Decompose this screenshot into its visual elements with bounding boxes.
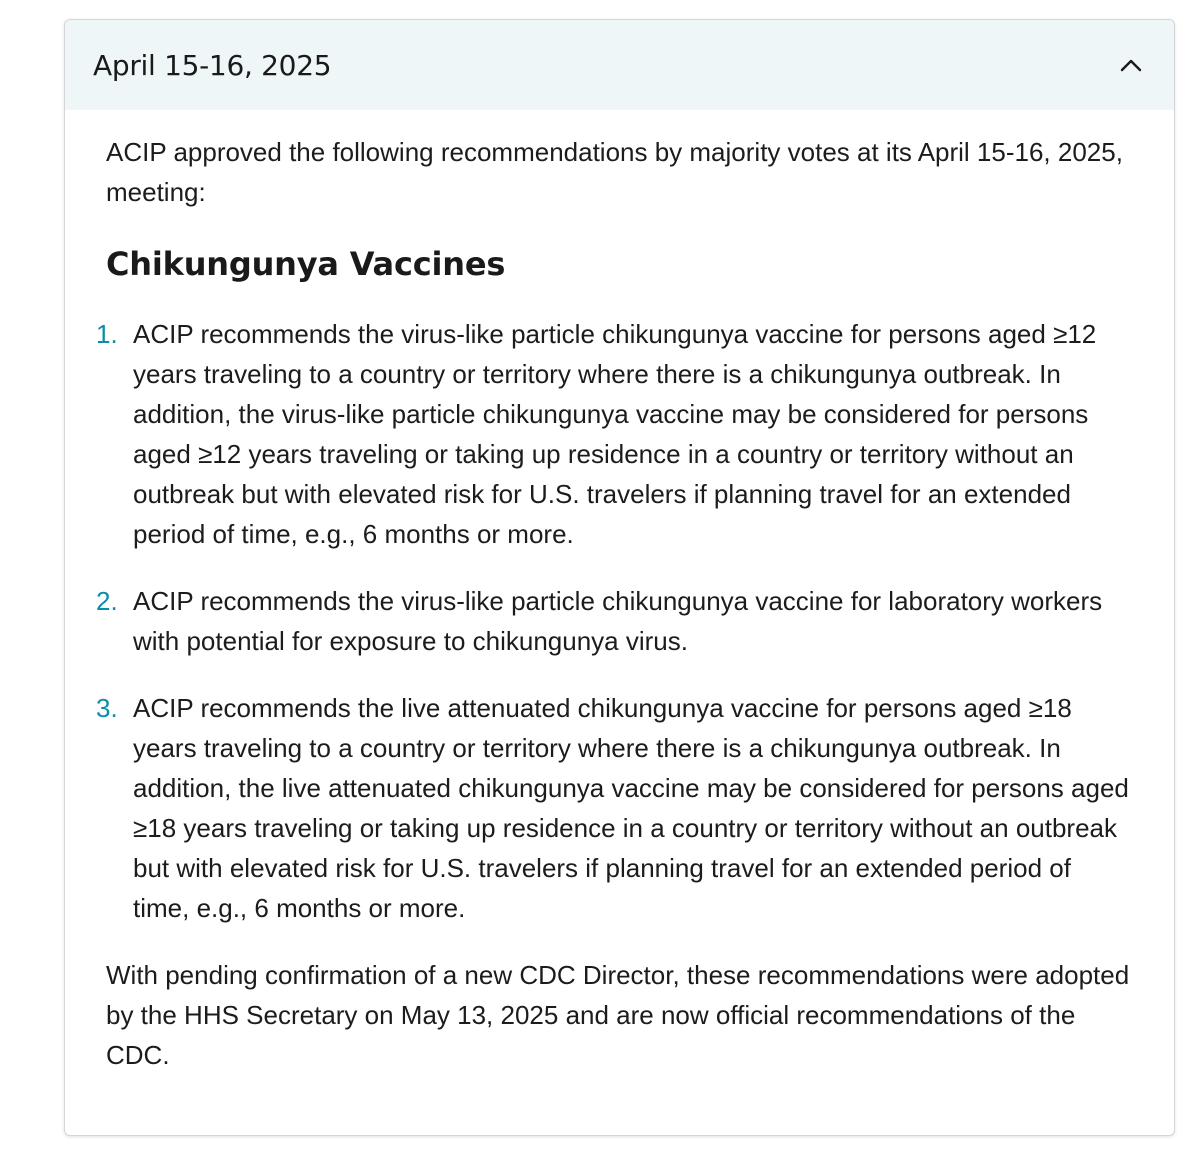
accordion-header[interactable] xyxy=(65,20,1174,110)
closing-text: With pending confirmation of a new CDC Director, these recommendations were adopted by the HHS Secretary on May 13, 2025 and are now official recommendations of the CDC. xyxy=(106,960,1130,1070)
list-item xyxy=(96,314,1134,554)
intro-text: ACIP approved the following recommendations by majority votes at its April 15-16, 2025, meeting: xyxy=(106,137,1123,207)
chevron-up-icon[interactable] xyxy=(1118,52,1144,78)
list-number: 2. xyxy=(96,586,118,616)
section-heading: Chikungunya Vaccines xyxy=(106,245,506,283)
accordion-title: April 15-16, 2025 xyxy=(93,48,332,82)
meeting-accordion xyxy=(64,19,1175,1136)
recommendation-list xyxy=(96,314,1134,928)
list-item-text: ACIP recommends the virus-like particle chikungunya vaccine for persons aged ≥12 years traveling to a country or territory where there is a chikungunya outbreak. In addition, the virus-like particle chikungunya vaccine may be considered for persons aged ≥12 years traveling or taking up residence in a country or territory without an outbreak but with elevated risk for U.S. travelers if planning travel for an extended period of time, e.g., 6 months or more. xyxy=(133,319,1097,549)
list-item-text: ACIP recommends the live attenuated chikungunya vaccine for persons aged ≥18 years traveling to a country or territory where there is a chikungunya outbreak. In addition, the live attenuated chikungunya vaccine may be considered for persons aged ≥18 years traveling or taking up residence in a country or territory without an outbreak but with elevated risk for U.S. travelers if planning travel for an extended period of time, e.g., 6 months or more. xyxy=(133,693,1129,923)
list-item xyxy=(96,581,1134,661)
list-item xyxy=(96,688,1134,928)
list-item-text: ACIP recommends the virus-like particle chikungunya vaccine for laboratory workers with potential for exposure to chikungunya virus. xyxy=(133,586,1103,656)
accordion-body xyxy=(65,110,1174,1075)
list-number: 1. xyxy=(96,319,118,349)
list-number: 3. xyxy=(96,693,118,723)
